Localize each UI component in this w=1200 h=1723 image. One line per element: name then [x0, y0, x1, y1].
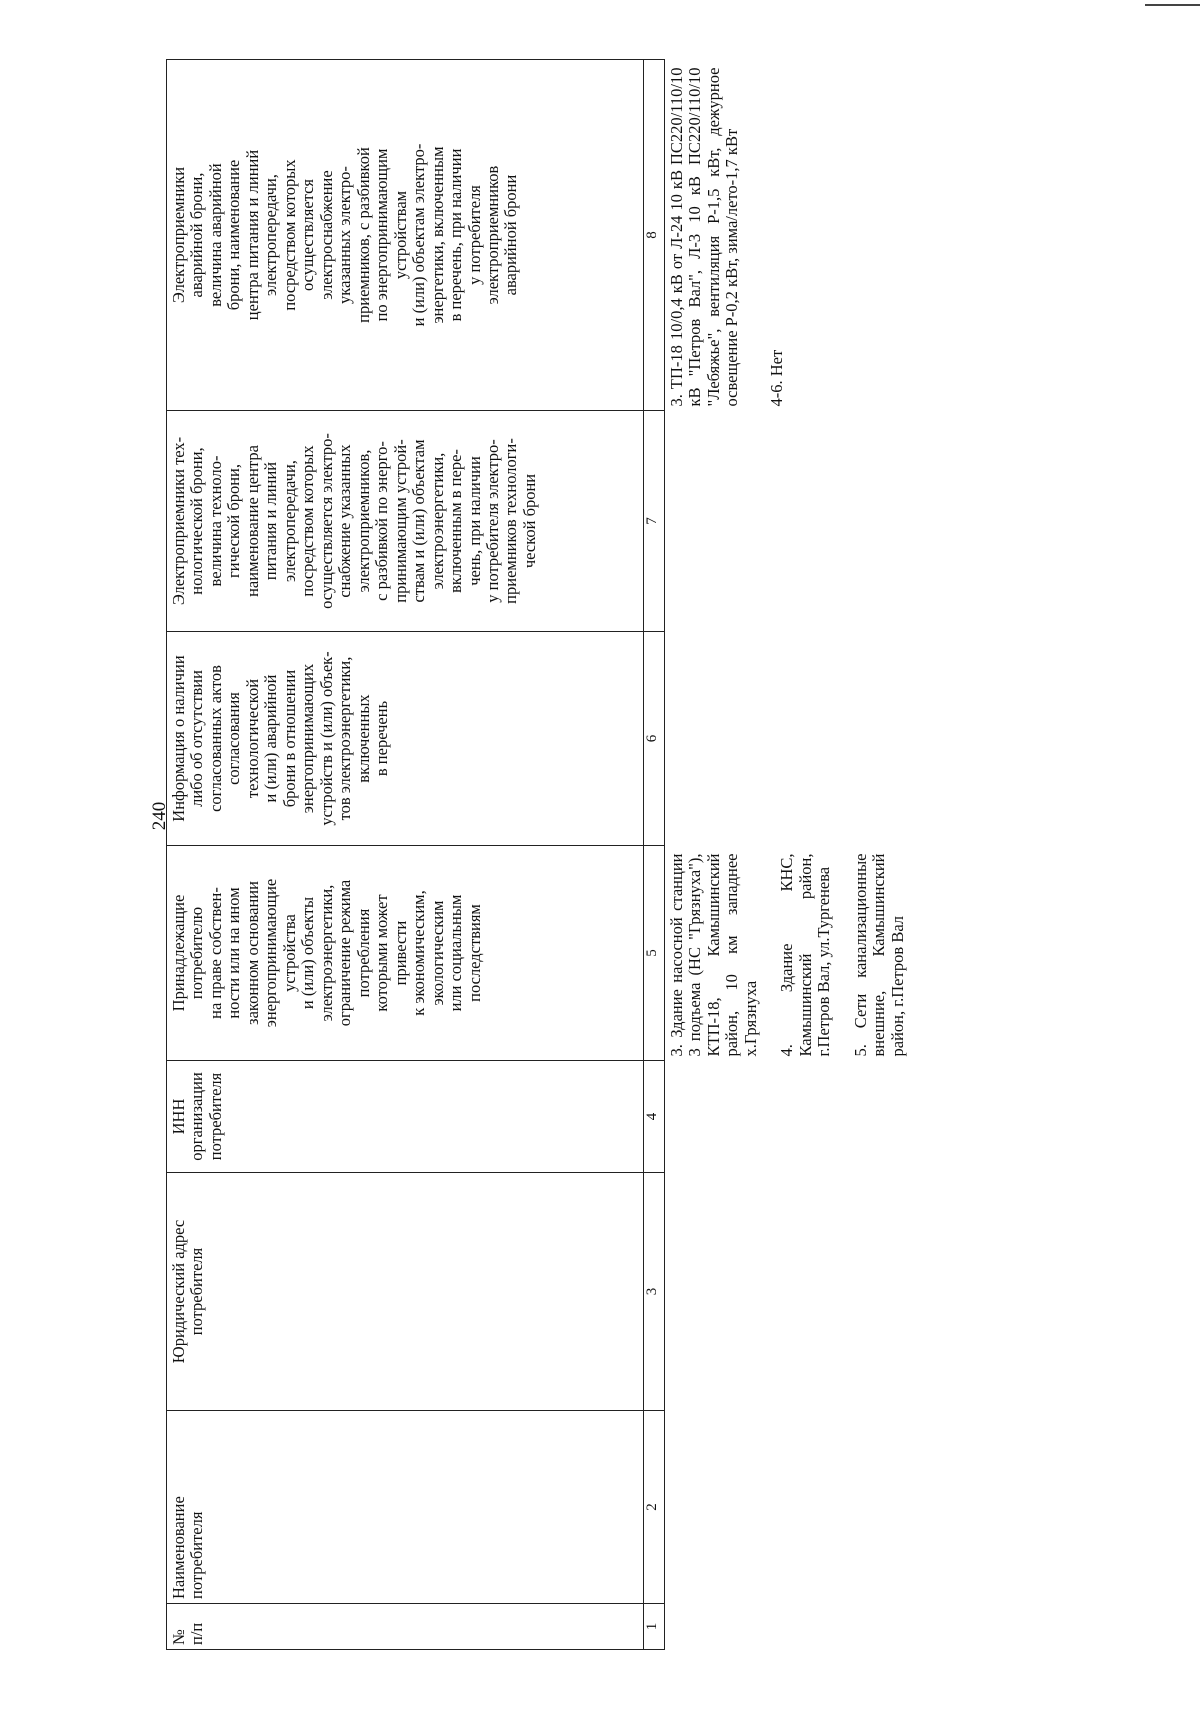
header-col5: Принадлежащие потребителю на праве собствен- ности или на ином законном основании энергопринимающие устройства и (или) объекты электроэнергетики, ограничение режима потребления которыми может привести к экономическим, экологическим или социальным последствиям: [167, 846, 644, 1061]
column-number: 3: [644, 1173, 665, 1411]
cell-col6: [665, 632, 929, 846]
page-number: 240: [149, 801, 170, 831]
cell-col8: [665, 60, 929, 411]
cell-col5: [665, 846, 929, 1061]
emergency-reserve-entry: 4-6. Нет: [766, 349, 786, 407]
header-col8: Электроприемники аварийной брони, величина аварийной брони, наименование центра питания и линий электропередачи, посредством которых осуществляется электроснабжение указанных электро- приемников, с разбивкой по энергопринимающим устройствам и (или) объектам электро- энергетики, включенным в перечень, при наличии у потребителя электроприемников аварийной брони: [167, 60, 644, 411]
column-number-row: [644, 60, 665, 1650]
column-number: 5: [644, 846, 665, 1061]
cell-col1: [665, 1604, 929, 1650]
object-entry: 3. Здание насосной станции 3 подъема (НС "Грязнуха"), КТП-18, Камышинский район, 10 км западнее х.Грязнуха: [667, 853, 760, 1057]
column-number: 2: [644, 1411, 665, 1604]
cell-col4: [665, 1061, 929, 1173]
header-row: [167, 60, 644, 1650]
column-number: 4: [644, 1061, 665, 1173]
header-col6: Информация о наличии либо об отсутствии согласованных актов согласования технологической и (или) аварийной брони в отношении энергопринимающих устройств и (или) объек- тов электроэнергетики, включенных в перечень: [167, 632, 644, 846]
header-col3: Юридический адрес потребителя: [167, 1173, 644, 1411]
column-number: 8: [644, 60, 665, 411]
cell-col3: [665, 1173, 929, 1411]
column-number: 7: [644, 411, 665, 632]
scan-mark: [1145, 4, 1200, 6]
object-entry: 4. Здание КНС, Камышинский район, г.Петров Вал, ул.Тургенева: [777, 853, 834, 1057]
object-entry: 5. Сети канализационные внешние, Камышинский район, г.Петров Вал: [850, 853, 907, 1057]
header-col7: Электроприемники тех- нологической брони, величина техноло- гической брони, наименование центра питания и линий электропередачи, посредством которых осуществляется электро- снабжение указанных электроприемников, с разбивкой по энерго- принимающим устрой- ствам и (или) объектам электроэнергетики, включенным в пере- чень, при наличии у потребителя электро- приемников технологи- ческой брони: [167, 411, 644, 632]
column-number: 6: [644, 632, 665, 846]
emergency-reserve-entry: 3. ТП-18 10/0,4 кВ от Л-24 10 кВ ПС220/110/10 кВ "Петров Вал", Л-3 10 кВ ПС220/110/10 "Лебяжье", вентиляция Р-1,5 кВт, дежурное освещение Р-0,2 кВт, зима/лето-1,7 кВт: [667, 67, 742, 407]
rotated-page-content: [166, 60, 1066, 1650]
consumers-table: [166, 59, 928, 1650]
header-col4: ИНН организации потребителя: [167, 1061, 644, 1173]
table-row: [665, 60, 929, 1650]
column-number: 1: [644, 1604, 665, 1650]
header-col2: Наименование потребителя: [167, 1411, 644, 1604]
header-col1: № п/п: [167, 1604, 644, 1650]
cell-col7: [665, 411, 929, 632]
cell-col2: [665, 1411, 929, 1604]
